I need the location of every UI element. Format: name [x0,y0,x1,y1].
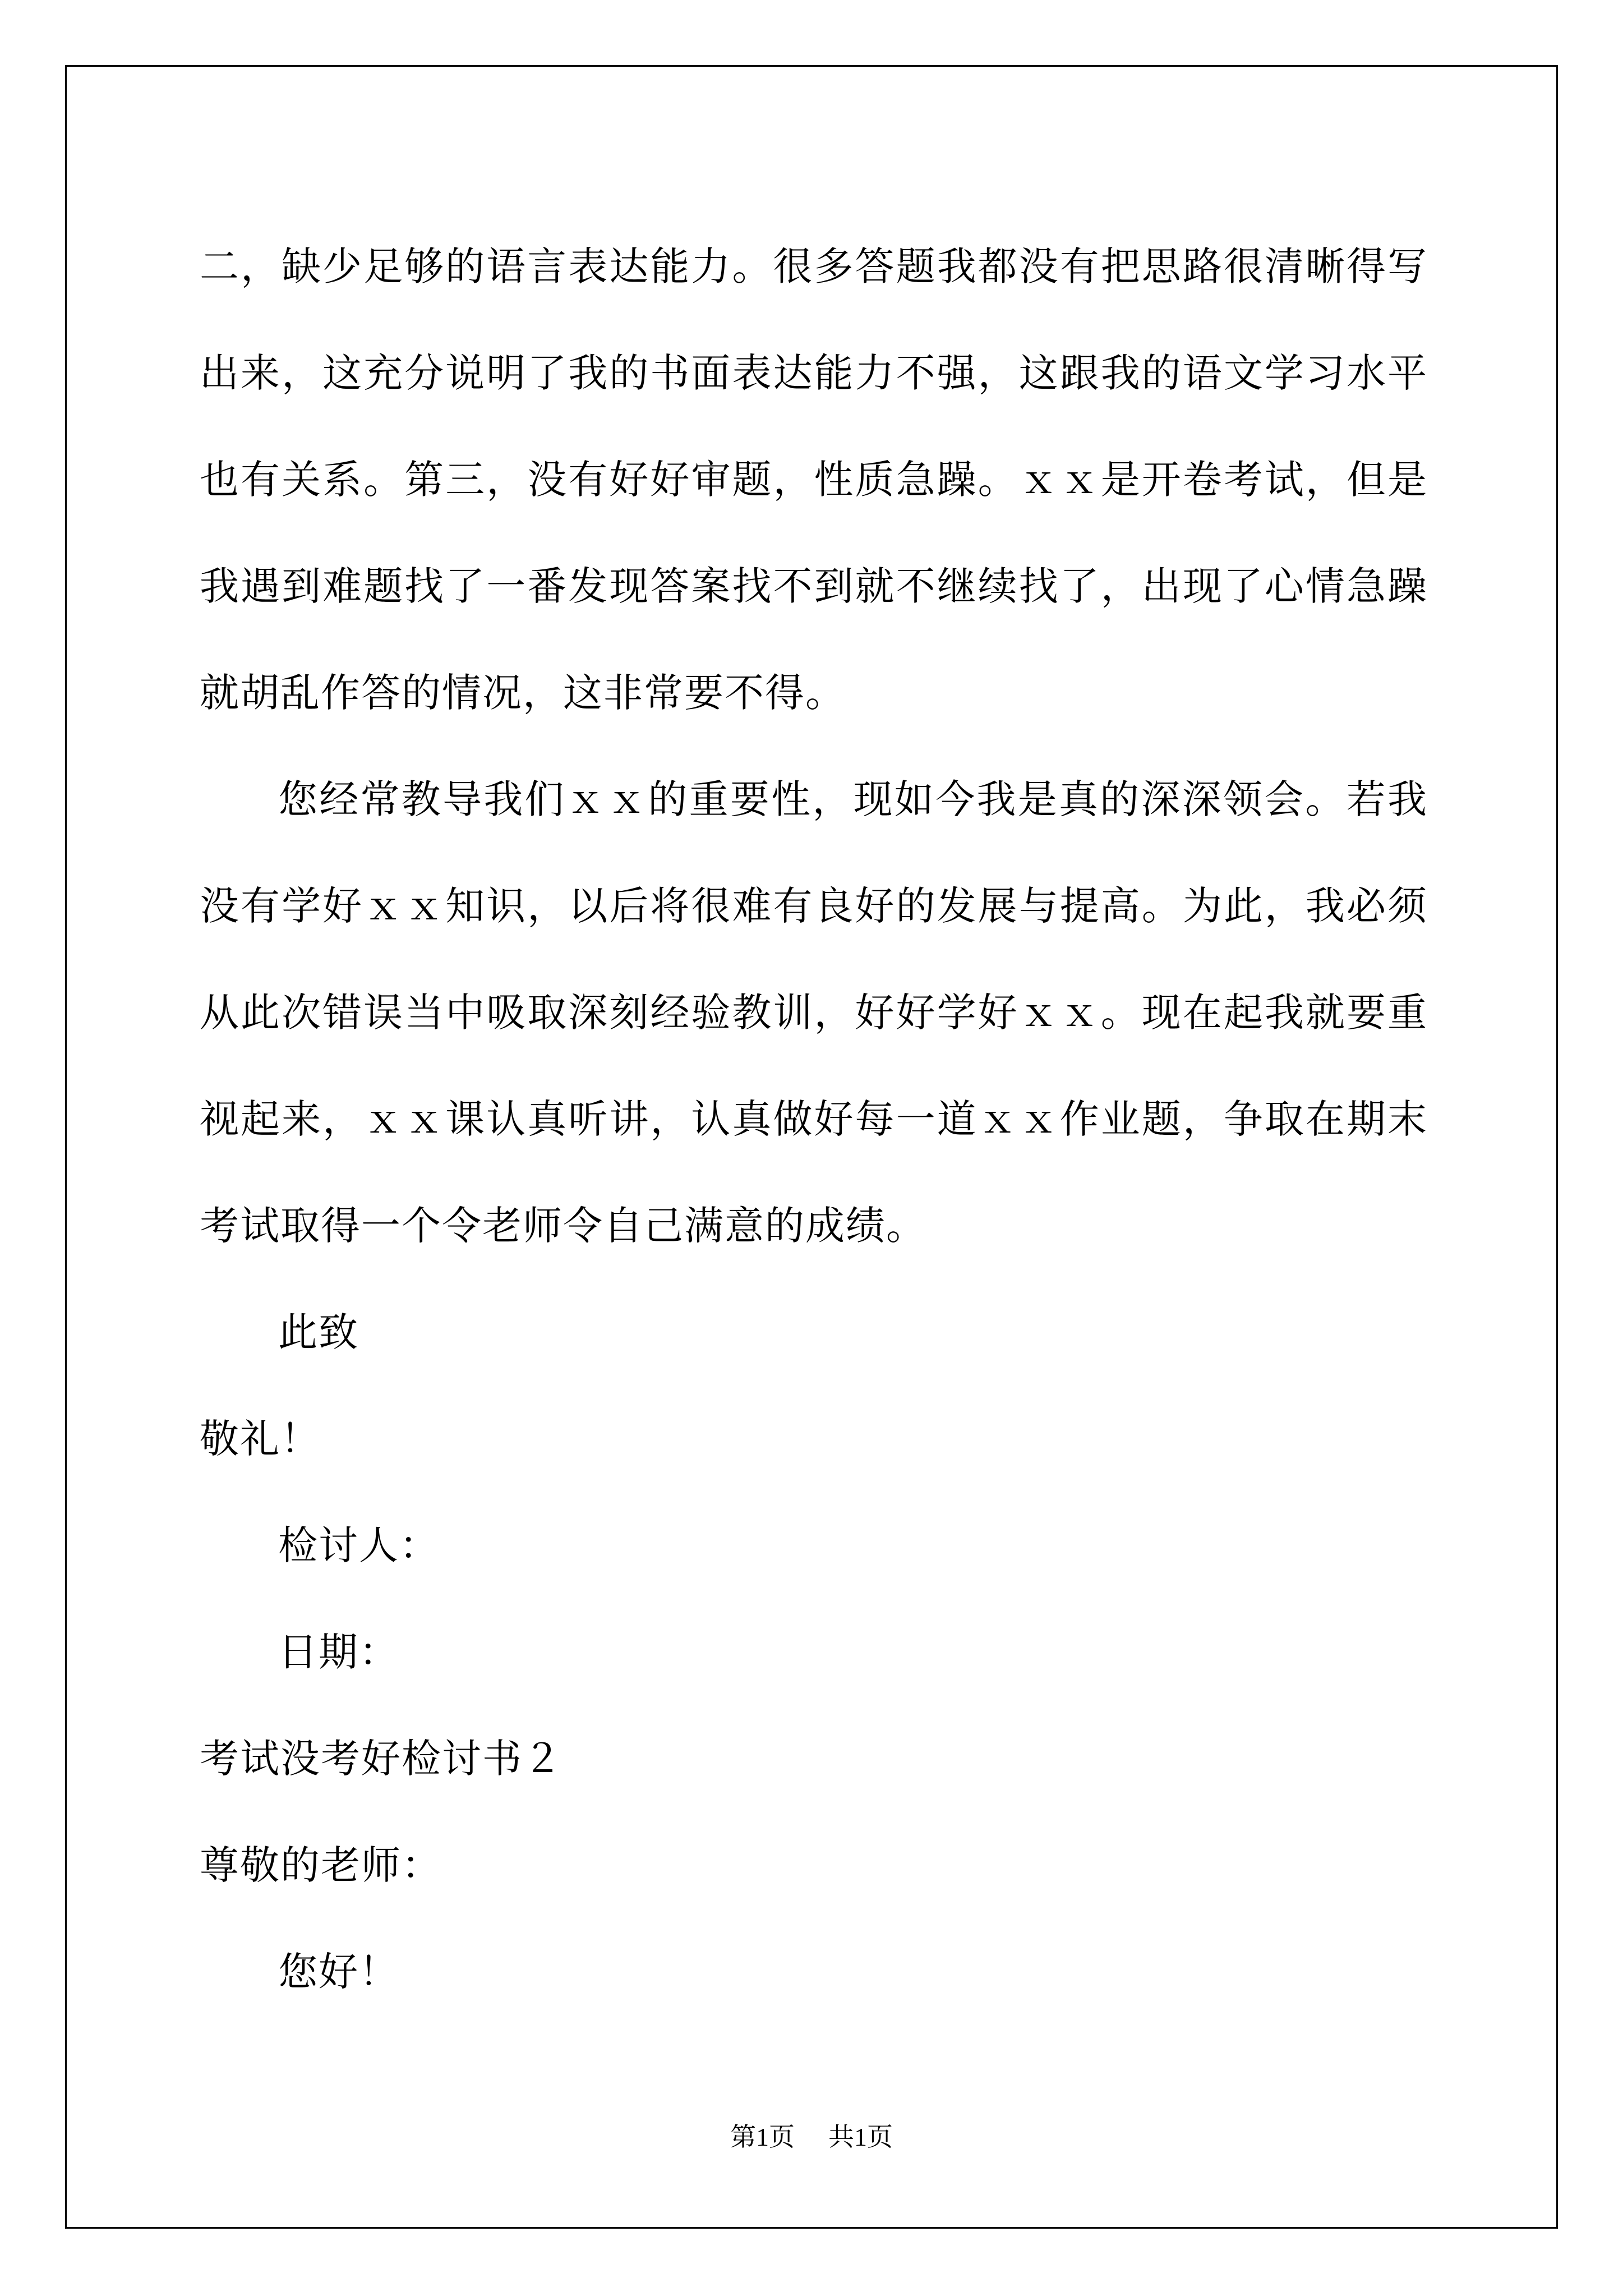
section-title: 考试没考好检讨书２ [200,1736,563,1782]
letter-greeting: 您好！ [278,1949,399,1995]
date-line: 日期： [278,1629,399,1675]
paragraph-resolution: 您经常教导我们ｘｘ的重要性，现如今我是真的深深领会。若我没有学好ｘｘ知识，以后将很难有良好的发展与提高。为此，我必须从此次错误当中吸取深刻经验教训，好好学好ｘｘ。现在起我就要重视起来，ｘｘ课认真听讲，认真做好每一道ｘｘ作业题，争取在期末考试取得一个令老师令自己满意的成绩。 [200,776,1428,1249]
closing-salutation: 此致 [278,1309,359,1355]
page-number-current: 第1页 [730,2123,795,2151]
page-number-total: 共1页 [828,2123,893,2151]
document-body [200,213,1428,2025]
signature-line: 检讨人： [278,1522,440,1568]
paragraph-reasons: 二，缺少足够的语言表达能力。很多答题我都没有把思路很清晰得写出来，这充分说明了我的书面表达能力不强，这跟我的语文学习水平也有关系。第三，没有好好审题，性质急躁。ｘｘ是开卷考试，但是我遇到难题找了一番发现答案找不到就不继续找了，出现了心情急躁就胡乱作答的情况，这非常要不得。 [200,243,1428,716]
page-footer [0,2122,1623,2153]
closing-regards: 敬礼！ [200,1416,321,1462]
letter-addressee: 尊敬的老师： [200,1842,442,1888]
